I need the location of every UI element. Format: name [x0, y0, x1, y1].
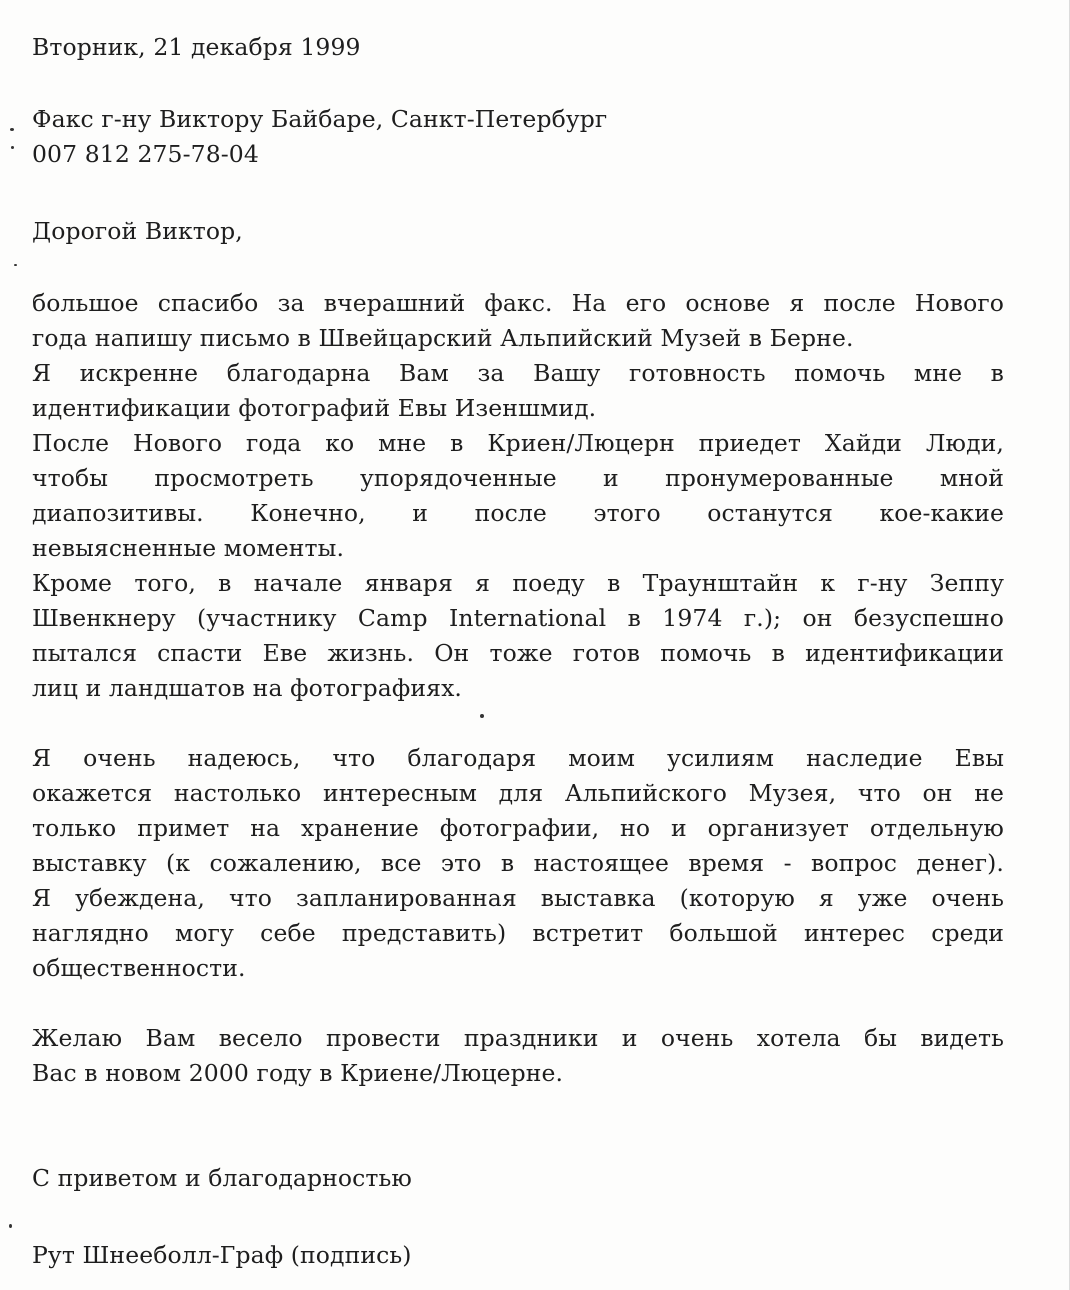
text-line: выставку (к сожалению, все это в настоящее время - вопрос денег). [32, 849, 1004, 877]
text-line: окажется настолько интересным для Альпийского Музея, что он не [32, 779, 1004, 807]
fax-header [32, 102, 1004, 172]
paragraph-7 [32, 1021, 1004, 1091]
text-line: Вас в новом 2000 году в Криене/Люцерне. [32, 1059, 564, 1087]
text-line: Я убеждена, что запланированная выставка (которую я уже очень [32, 884, 1004, 912]
text-line: большое спасибо за вчерашний факс. На его основе я после Нового [32, 289, 1004, 317]
letter-body [32, 30, 1004, 1273]
text-line: Кроме того, в начале января я поеду в Траунштайн к г-ну Зеппу [32, 569, 1004, 597]
text-line: невыясненные моменты. [32, 534, 345, 562]
closing-gap [32, 1091, 1004, 1161]
text-line: лиц и ландшатов на фотографиях. [32, 674, 462, 702]
paragraph-6 [32, 881, 1004, 986]
fax-number: 007 812 275-78-04 [32, 140, 259, 168]
text-line: общественности. [32, 954, 246, 982]
text-line: идентификации фотографий Евы Изеншмид. [32, 394, 597, 422]
scan-speck [14, 264, 17, 266]
text-line: Швенкнеру (участнику Camp International в 1974 г.); он безуспешно [32, 604, 1004, 632]
text-line: чтобы просмотреть упорядоченные и пронумерованные мной [32, 464, 1004, 492]
paragraph-2 [32, 356, 1004, 426]
text-line: После Нового года ко мне в Криен/Люцерн приедет Хайди Люди, [32, 429, 1004, 457]
letter-date: Вторник, 21 декабря 1999 [32, 33, 361, 61]
fax-recipient: Факс г-ну Виктору Байбаре, Санкт-Петербург [32, 105, 608, 133]
scan-speck [9, 1224, 12, 1228]
text-line: пытался спасти Еве жизнь. Он тоже готов помочь в идентификации [32, 639, 1004, 667]
scan-speck [11, 146, 14, 149]
text-line: года напишу письмо в Швейцарский Альпийский Музей в Берне. [32, 324, 854, 352]
paragraph-gap [32, 706, 1004, 741]
paragraph-1 [32, 286, 1004, 356]
text-line: Я искренне благодарна Вам за Вашу готовность помочь мне в [32, 359, 1004, 387]
closing-phrase: С приветом и благодарностью [32, 1164, 412, 1192]
paragraph-gap [32, 986, 1004, 1021]
text-line: только примет на хранение фотографии, но и организует отдельную [32, 814, 1004, 842]
text-line: Я очень надеюсь, что благодаря моим усилиям наследие Евы [32, 744, 1004, 772]
text-line: Желаю Вам весело провести праздники и очень хотела бы видеть [32, 1024, 1004, 1052]
text-line: наглядно могу себе представить) встретит большой интерес среди [32, 919, 1004, 947]
paragraph-3 [32, 426, 1004, 566]
signature: Рут Шнееболл-Граф (подпись) [32, 1241, 412, 1269]
paragraph-5 [32, 741, 1004, 881]
scan-speck [10, 128, 14, 131]
salutation: Дорогой Виктор, [32, 217, 243, 245]
paragraph-4 [32, 566, 1004, 706]
text-line: диапозитивы. Конечно, и после этого останутся кое-какие [32, 499, 1004, 527]
